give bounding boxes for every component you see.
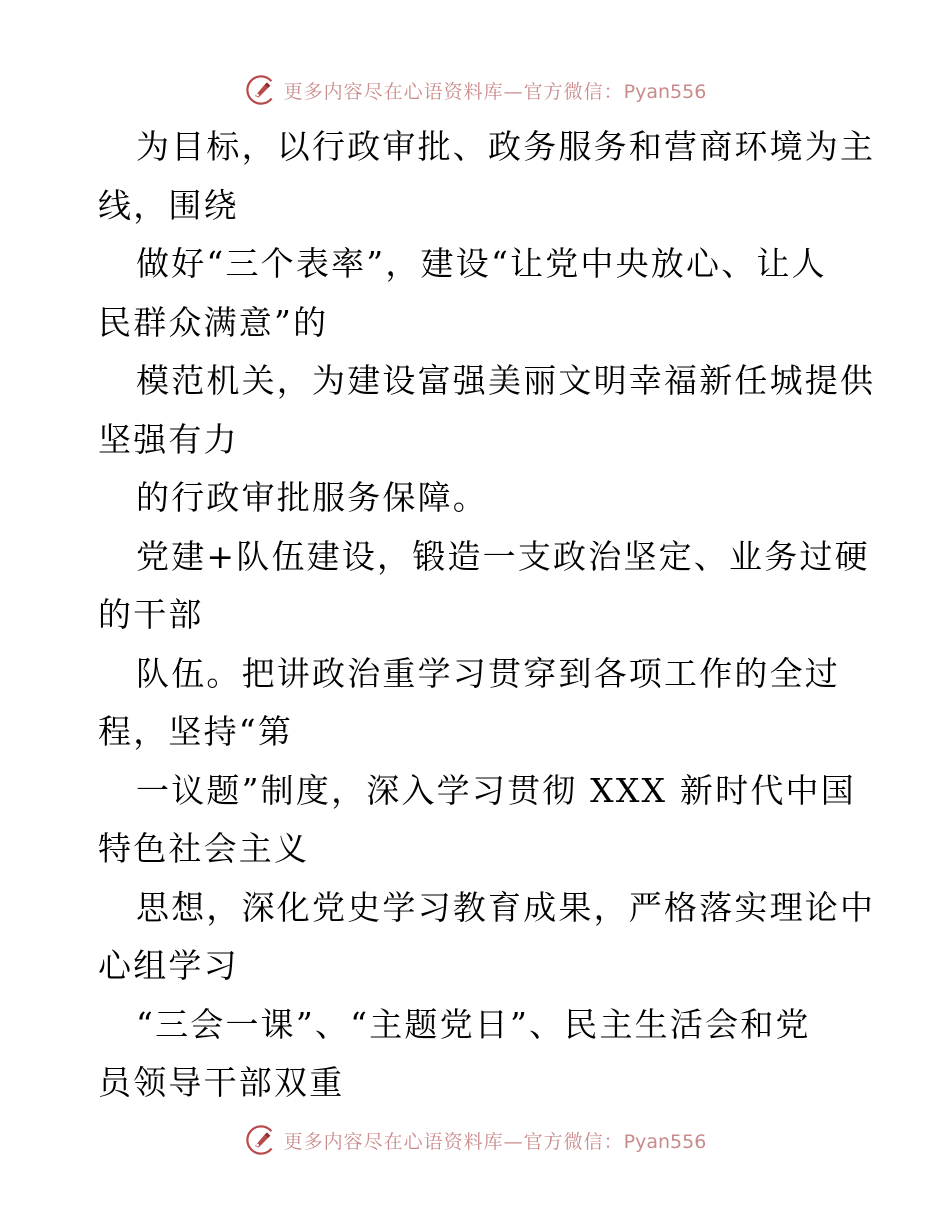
document-body — [98, 118, 876, 1113]
watermark-prefix: 更多内容尽在心语资料库—官方微信： — [283, 1130, 624, 1153]
watermark-text — [284, 1127, 707, 1154]
header-watermark — [0, 70, 950, 110]
watermark-prefix: 更多内容尽在心语资料库—官方微信： — [283, 80, 624, 103]
text-line: “三会一课”、“主题党日”、民主生活会和党 — [136, 1004, 811, 1044]
text-line: 一议题”制度，深入学习贯彻 XXX 新时代中国 — [136, 770, 856, 810]
watermark-text — [284, 77, 707, 104]
text-line: 特色社会主义 — [98, 829, 310, 868]
footer-watermark — [0, 1120, 950, 1160]
watermark-wechat-id: Pyan556 — [623, 80, 707, 103]
text-line: 线，围绕 — [98, 185, 239, 225]
text-line: 坚强有力 — [98, 419, 239, 459]
text-line: 民群众满意”的 — [98, 302, 329, 342]
pen-nib-logo-icon — [244, 1123, 278, 1157]
text-line: 队伍。把讲政治重学习贯穿到各项工作的全过 — [136, 653, 840, 693]
text-line: 心组学习 — [98, 946, 239, 985]
text-line: 思想，深化党史学习教育成果，严格落实理论中 — [136, 887, 876, 927]
pen-nib-logo-icon — [244, 73, 278, 107]
text-line: 做好“三个表率”，建设“让党中央放心、让人 — [136, 244, 827, 283]
text-line: 程，坚持“第 — [98, 712, 294, 751]
text-line: 党建+队伍建设，锻造一支政治坚定、业务过硬 — [136, 536, 870, 576]
text-line: 的行政审批服务保障。 — [136, 478, 488, 517]
text-line: 模范机关，为建设富强美丽文明幸福新任城提供 — [136, 361, 876, 400]
text-line: 员领导干部双重 — [98, 1063, 345, 1102]
text-line: 为目标，以行政审批、政务服务和营商环境为主 — [136, 127, 876, 166]
text-line: 的干部 — [98, 595, 204, 634]
watermark-wechat-id: Pyan556 — [623, 1130, 707, 1153]
